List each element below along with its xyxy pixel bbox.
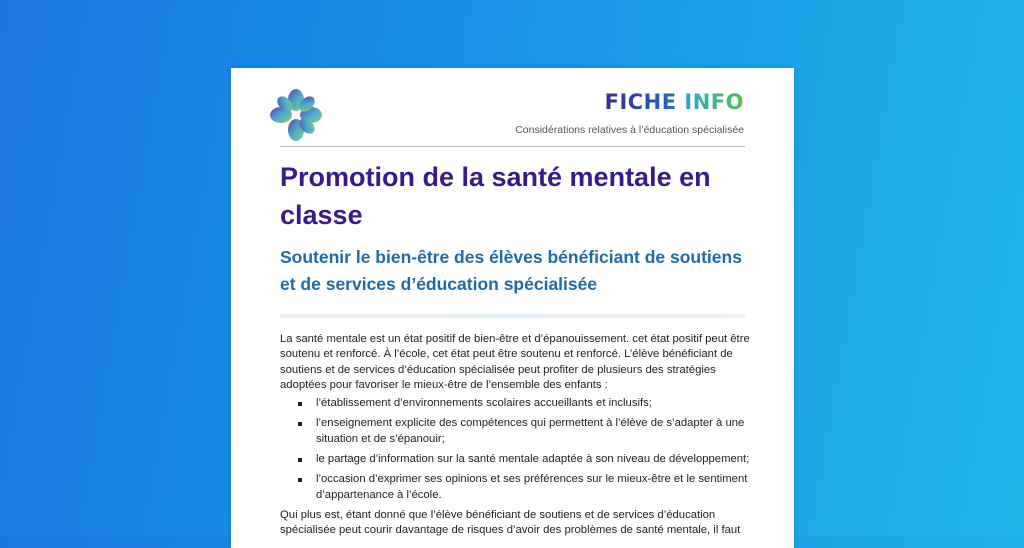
list-item: le partage d’information sur la santé mentale adaptée à son niveau de développement; (298, 452, 750, 467)
document-title: Promotion de la santé mentale en classe (280, 162, 711, 230)
closing-paragraph: Qui plus est, étant donné que l’élève bénéficiant de soutiens et de services d’éducation spécialisée peut courir davantage de risques d’avoir des problèmes de santé mentale, il faut (280, 508, 741, 537)
list-item: l’occasion d’exprimer ses opinions et ses préférences sur le mieux-être et le sentiment d’appartenance à l’école. (298, 472, 750, 503)
header-divider (280, 146, 745, 147)
intro-paragraph: La santé mentale est un état positif de bien-être et d’épanouissement. cet état positif peut être soutenu et renforcé. À l’école, cet état peut être soutenu et renforcé. L’élève bénéficiant de soutiens et de services d’éducation spécialisée peut profiter de plusieurs des stratégies adoptées pour favoriser le mieux-être de l’ensemble des enfants : (280, 333, 750, 391)
list-item: l’établissement d’environnements scolaires accueillants et inclusifs; (298, 396, 750, 411)
flower-logo-icon (269, 88, 323, 142)
document-page (231, 68, 794, 548)
fiche-info-brand (605, 90, 744, 114)
brand-word-1: FICHE (604, 90, 677, 114)
bullet-list (298, 396, 750, 503)
document-body (280, 332, 750, 542)
header-subtitle: Considérations relatives à l’éducation spécialisée (515, 124, 744, 136)
document-subtitle: Soutenir le bien-être des élèves bénéficiant de soutiens et de services d’éducation spécialisée (280, 247, 742, 294)
list-item: l’enseignement explicite des compétences qui permettent à l’élève de s’adapter à une situation et de s’épanouir; (298, 416, 750, 447)
gradient-divider (280, 314, 745, 318)
brand-word-2: INFO (684, 90, 744, 114)
